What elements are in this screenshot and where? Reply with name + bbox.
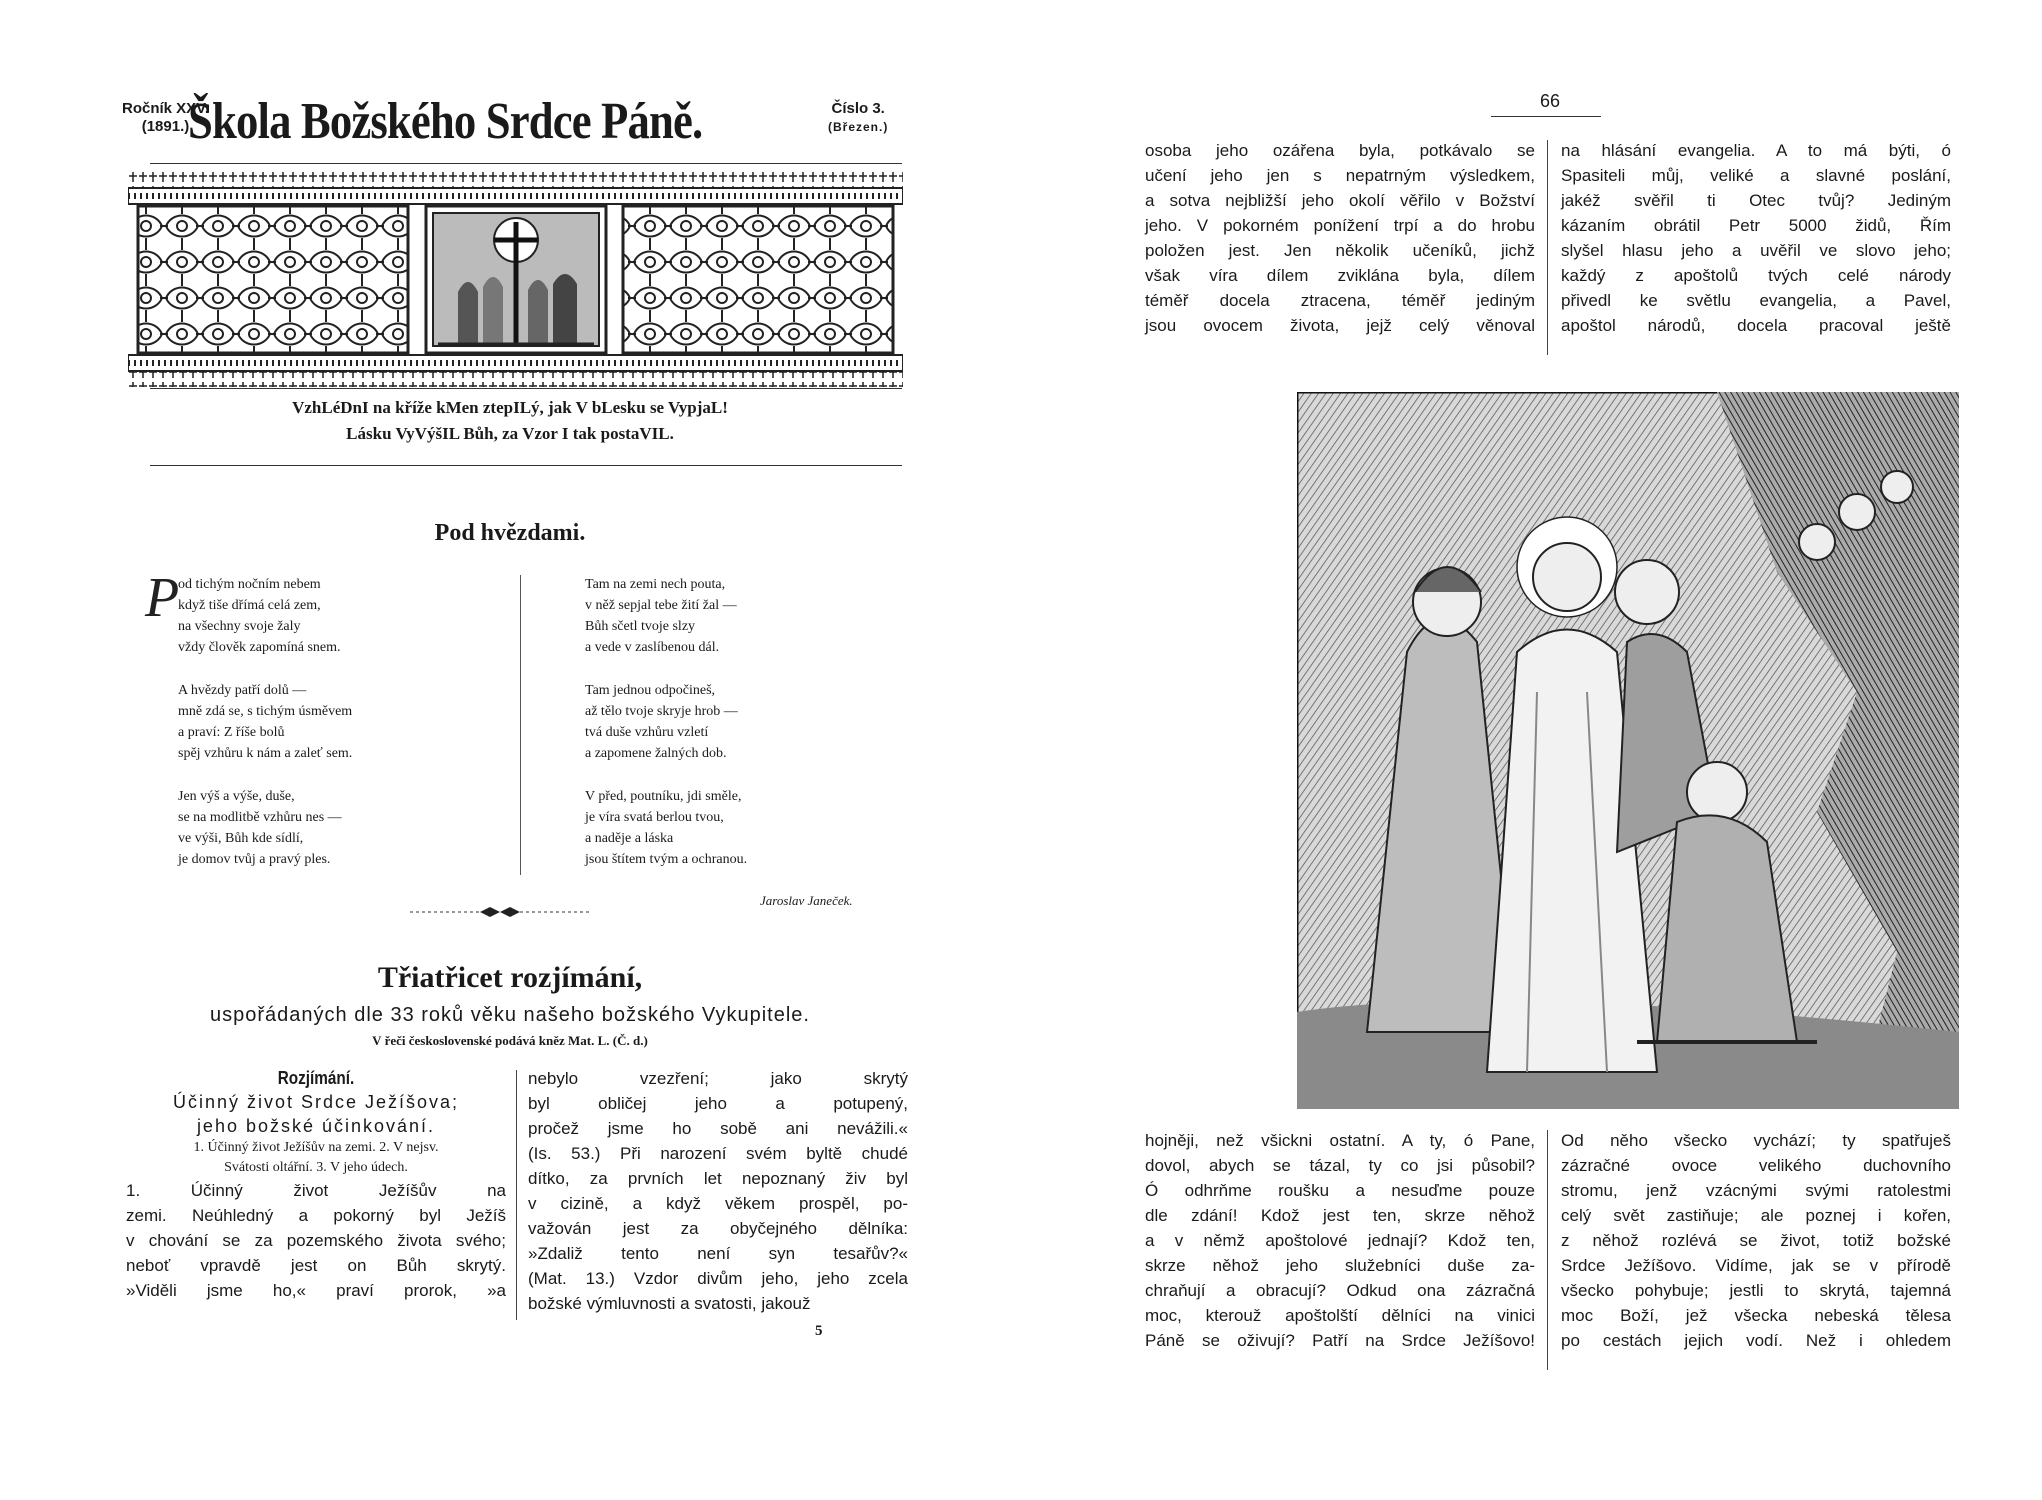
poem-line: Bůh sčetl tvoje slzy bbox=[585, 619, 696, 634]
motto-rule bbox=[150, 465, 902, 466]
poem-line: se na modlitbě vzhůru nes — bbox=[178, 810, 342, 825]
masthead-number bbox=[828, 100, 888, 136]
poem-line: jsou štítem tvým a ochranou. bbox=[585, 852, 748, 867]
text-line: Ó odhrňme roušku a nesuďme pouze bbox=[1145, 1181, 1535, 1200]
text-line: na hlásání evangelia. A to má býti, ó bbox=[1561, 141, 1951, 160]
right-top-column-2 bbox=[1561, 138, 1951, 338]
text-line: jakéž svěřil ti Otec tvůj? Jediným bbox=[1561, 191, 1951, 210]
poem-line: a praví: Z říše bolů bbox=[178, 725, 285, 740]
text-line: jeho. V pokorném ponížení trpí a do hrobu bbox=[1145, 216, 1535, 235]
text-line: Srdce Ježíšovo. Vidíme, jak se v přírodě bbox=[1561, 1256, 1951, 1275]
poem-line: V před, poutníku, jdi směle, bbox=[585, 789, 742, 804]
text-line: apoštol národů, docela pracoval ještě bbox=[1561, 316, 1951, 335]
text-line: v cizině, a když věkem prospěl, po- bbox=[528, 1194, 908, 1213]
text-line: dítko, za prvních let nepoznaný živ byl bbox=[528, 1169, 908, 1188]
text-line: přivedl ke světlu evangelia, a Pavel, bbox=[1561, 291, 1951, 310]
poem-line: tvá duše vzhůru vzletí bbox=[585, 725, 709, 740]
text-line: učení jeho jen s nepatrným výsledkem, bbox=[1145, 166, 1535, 185]
text-line: važován jest za obyčejného dělníka: bbox=[528, 1219, 908, 1238]
text-line: nebylo vzezření; jako skrytý bbox=[528, 1069, 908, 1088]
text-line: celý svět zastiňuje; ale poznej i kořen, bbox=[1561, 1206, 1951, 1225]
text-line: (Is. 53.) Při narození svém byltě chudé bbox=[528, 1144, 908, 1163]
poem-line: na všechny svoje žaly bbox=[178, 619, 301, 634]
text-line: jsou ovocem života, jejž celý věnoval bbox=[1145, 316, 1535, 335]
poem-line: je domov tvůj a pravý ples. bbox=[178, 852, 331, 867]
poem-title: Pod hvězdami. bbox=[434, 520, 586, 546]
poem-column-1 bbox=[178, 574, 352, 892]
poem-stanza bbox=[178, 574, 352, 658]
poem-line: a zapomene žalných dob. bbox=[585, 746, 727, 761]
text-line: božské výmluvnosti a svatosti, jakouž bbox=[528, 1294, 811, 1313]
text-line: po cestách jejich vodí. Než i ohledem bbox=[1561, 1331, 1951, 1350]
poem-line: Tam jednou odpočineš, bbox=[585, 683, 716, 698]
text-line: zázračné ovoce velikého duchovního bbox=[1561, 1156, 1951, 1175]
text-line: moc, kterouž apoštolští dělníci na vinici bbox=[1145, 1306, 1535, 1325]
poem-line: v něž sepjal tebe žití žal — bbox=[585, 598, 737, 613]
poem-line: Tam na zemi nech pouta, bbox=[585, 577, 726, 592]
article-byline: V řeči československé podává kněz Mat. L. (Č. d.) bbox=[372, 1033, 648, 1048]
text-line: pročež jsme ho sobě ani nevážili.« bbox=[528, 1119, 908, 1138]
page-number-rule bbox=[1491, 116, 1601, 117]
poem-line: mně zdá se, s tichým úsměvem bbox=[178, 704, 353, 719]
text-line: moc Boží, jež všecka nebeská tělesa bbox=[1561, 1306, 1951, 1325]
issue-number: Číslo 3. bbox=[831, 100, 885, 117]
text-line: »Zdaliž tento není syn tesařův?« bbox=[528, 1244, 908, 1263]
poem-column-2 bbox=[585, 574, 747, 892]
text-line: dovol, abych se tázal, ty co jsi působil? bbox=[1145, 1156, 1535, 1175]
text-line: stromu, jenž vzácnými svými ratolestmi bbox=[1561, 1181, 1951, 1200]
motto-line-2: Lásku VyVýšIL Bůh, za Vzor I tak postaVIL. bbox=[346, 424, 674, 443]
text-line: a sotva nejbližší jeho okolí věřilo v Božství bbox=[1145, 191, 1535, 210]
text-line: téměř docela ztracena, téměř jediným bbox=[1145, 291, 1535, 310]
poem-stanza bbox=[178, 680, 352, 764]
poem-line: když tiše dřímá celá zem, bbox=[178, 598, 321, 613]
poem-line: A hvězdy patří dolů — bbox=[178, 683, 307, 698]
meditation-subtitle-1: Účinný život Srdce Ježíšova; bbox=[172, 1092, 460, 1112]
text-line: v chování se za pozemského života svého; bbox=[126, 1231, 506, 1250]
text-line: Od něho všecko vychází; ty spatřuješ bbox=[1561, 1131, 1951, 1150]
poem-divider bbox=[520, 575, 521, 875]
text-line: osoba jeho ozářena byla, potkávalo se bbox=[1145, 141, 1535, 160]
poem-line: Jen výš a výše, duše, bbox=[178, 789, 295, 804]
poem-author: Jaroslav Janeček. bbox=[760, 893, 853, 908]
text-line: slyšel hlasu jeho a uvěřil ve slovo jeho; bbox=[1561, 241, 1951, 260]
poem-stanza bbox=[585, 574, 747, 658]
text-line: Spasiteli můj, veliké a slavné poslání, bbox=[1561, 166, 1951, 185]
poem-line: a naděje a láska bbox=[585, 831, 674, 846]
poem-line: a vede v zaslíbenou dál. bbox=[585, 640, 720, 655]
text-line: položen jest. Jen několik učeníků, jichž bbox=[1145, 241, 1535, 260]
article-title: Třiatřicet rozjímání, bbox=[377, 961, 643, 994]
right-bottom-column-divider bbox=[1547, 1130, 1548, 1370]
poem-line: až tělo tvoje skryje hrob — bbox=[585, 704, 738, 719]
text-line: (Mat. 13.) Vzdor divům jeho, jeho zcela bbox=[528, 1269, 908, 1288]
text-line: dle zdání! Kdož jest ten, skrze něhož bbox=[1145, 1206, 1535, 1225]
meditation-heading: Rozjímání. bbox=[277, 1068, 355, 1088]
text-line: 1. Účinný život Ježíšův na bbox=[126, 1181, 506, 1200]
ornamental-divider-icon bbox=[410, 905, 590, 919]
text-line: Páně se oživují? Patří na Srdce Ježíšovo! bbox=[1145, 1331, 1535, 1350]
meditation-points-2: Svátosti oltářní. 3. V jeho údech. bbox=[224, 1160, 408, 1175]
text-line: skrze něhož jeho služebníci duše za- bbox=[1145, 1256, 1535, 1275]
text-line: zemi. Neúhledný a pokorný byl Ježíš bbox=[126, 1206, 506, 1225]
meditation-subtitle-2: jeho božské účinkování. bbox=[196, 1116, 436, 1136]
poem-dropcap: P bbox=[145, 567, 180, 629]
right-bottom-column-2 bbox=[1561, 1128, 1951, 1353]
poem-line: ve výši, Bůh kde sídlí, bbox=[178, 831, 304, 846]
text-line: »Viděli jsme ho,« praví prorok, »a bbox=[126, 1281, 506, 1300]
masthead-title: Škola Božského Srdce Páně. bbox=[188, 93, 703, 150]
poem-stanza bbox=[585, 680, 747, 764]
ornamental-banner-icon bbox=[128, 172, 903, 387]
text-line: z něhož rozlévá se život, totiž božské bbox=[1561, 1231, 1951, 1250]
masthead-rule bbox=[150, 163, 902, 164]
text-line: však víra dílem zviklána byla, dílem bbox=[1145, 266, 1535, 285]
text-line: byl obličej jeho a potupený, bbox=[528, 1094, 908, 1113]
page-number-right: 66 bbox=[1540, 91, 1561, 111]
year-label: (1891.) bbox=[141, 118, 190, 135]
meditation-points-1: 1. Účinný život Ježíšův na zemi. 2. V nejsv. bbox=[193, 1140, 439, 1155]
issue-month: (Březen.) bbox=[828, 120, 889, 134]
page-number: 5 bbox=[815, 1323, 823, 1339]
poem-stanza bbox=[178, 786, 352, 870]
right-top-column-1 bbox=[1145, 138, 1535, 338]
volume-label: Ročník XXV. bbox=[122, 100, 209, 117]
poem-line: je víra svatá berlou tvou, bbox=[585, 810, 724, 825]
text-line: kázaním obrátil Petr 5000 židů, Řím bbox=[1561, 216, 1951, 235]
text-line: hojněji, než všickni ostatní. A ty, ó Pane, bbox=[1145, 1131, 1535, 1150]
article-column-1 bbox=[126, 1066, 506, 1303]
article-column-divider bbox=[516, 1070, 517, 1320]
poem-line: vždy člověk zapomíná snem. bbox=[178, 640, 341, 655]
right-page bbox=[1021, 0, 2042, 1500]
article-subtitle: uspořádaných dle 33 roků věku našeho božského Vykupitele. bbox=[210, 1004, 810, 1026]
motto bbox=[150, 395, 870, 447]
text-line: a v němž apoštolové jednají? Kdož ten, bbox=[1145, 1231, 1535, 1250]
poem-stanza bbox=[585, 786, 747, 870]
text-line: neboť vpravdě jest on Bůh skrytý. bbox=[126, 1256, 506, 1275]
right-bottom-column-1 bbox=[1145, 1128, 1535, 1353]
christ-healing-engraving-icon bbox=[1297, 392, 1959, 1109]
poem-line: od tichým nočním nebem bbox=[178, 577, 321, 592]
text-line: všecko pohybuje; jestli to skrytá, tajemná bbox=[1561, 1281, 1951, 1300]
motto-line-1: VzhLéDnI na kříže kMen ztepILý, jak V bLesku se VypjaL! bbox=[292, 398, 728, 417]
poem-line: spěj vzhůru k nám a zaleť sem. bbox=[178, 746, 353, 761]
banner-rule bbox=[150, 388, 902, 389]
right-top-column-divider bbox=[1547, 140, 1548, 355]
text-line: každý z apoštolů tvých celé národy bbox=[1561, 266, 1951, 285]
article-column-2 bbox=[528, 1066, 908, 1316]
text-line: chraňují a obracují? Odkud ona zázračná bbox=[1145, 1281, 1535, 1300]
